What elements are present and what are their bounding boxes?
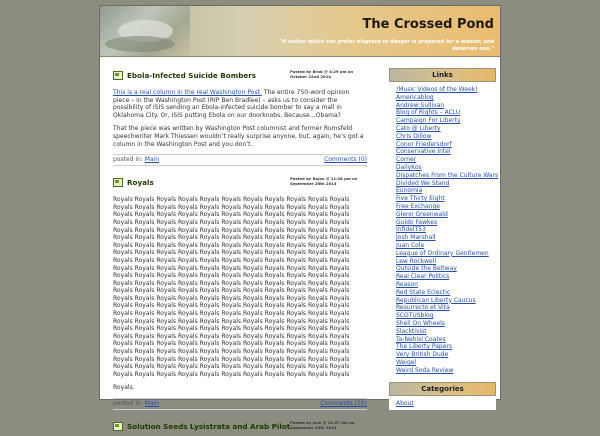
sidebar-link[interactable]: Guido Fawkes — [396, 218, 438, 226]
sidebar-link[interactable]: Five Thirty Eight — [396, 195, 445, 203]
post-link[interactable]: This is a real column in the real Washington Post. — [113, 89, 262, 96]
post-paragraph: Royals. — [113, 384, 135, 392]
post-meta — [290, 420, 372, 430]
sidebar-link[interactable]: Reason — [396, 280, 418, 288]
post-author-time: Posted by Rojas @ 11:28 pm on — [290, 176, 358, 182]
posted-in-label: posted in: — [113, 156, 145, 164]
post-date: October 22nd 2014 — [290, 74, 331, 79]
sidebar-link[interactable]: Outside the Beltway — [396, 265, 457, 273]
sidebar-link[interactable]: Dispatches From the Culture Wars — [396, 171, 499, 179]
post-title[interactable]: Solution Seeds Lysistrata and Arab Pilot — [127, 422, 291, 431]
sidebar-link[interactable]: Real Clear Politics — [396, 273, 450, 281]
categories-widget — [389, 382, 496, 410]
sidebar-link[interactable]: Eunomia — [396, 187, 423, 195]
post-paragraph: The entire 750-word opinion piece – in the Washington Post (RIP Ben Bradlee) – asks us to consider the possibility of ISIS sending an Ebola-infected suicide bomber to say a mall in Oklahoma City. Or, ISIS putting Ebola on our doorknobs. Because…Obama? — [113, 89, 350, 119]
sidebar-link[interactable]: Andrew Sullivan — [396, 101, 445, 109]
categories-list — [389, 396, 496, 410]
links-list — [389, 82, 499, 376]
document-icon — [113, 71, 123, 80]
sidebar-link[interactable]: Glenn Greenwald — [396, 210, 448, 218]
main-content — [113, 68, 367, 431]
post-title[interactable]: Royals — [127, 178, 154, 188]
sidebar-link[interactable]: League of Ordinary Gentlemen — [396, 249, 489, 257]
sidebar-link[interactable]: Blog of Rights – ACLU — [396, 109, 461, 117]
category-link[interactable]: Main — [144, 400, 160, 407]
sidebar-link[interactable]: Divided We Stand — [396, 179, 450, 187]
post-author-time: Posted by Jack @ 11:57 pm on — [290, 420, 355, 425]
site-header — [100, 6, 500, 57]
categories-heading: Categories — [389, 382, 496, 396]
sidebar-link[interactable]: Red State Eclectic — [396, 288, 451, 296]
post-date: September 26th 2014 — [290, 181, 337, 187]
comments-link[interactable]: Comments (10) — [320, 400, 367, 407]
sidebar-link[interactable]: Lew Rockwell — [396, 257, 437, 265]
post-paragraph: That the piece was written by Washington Post columnist and former Rumsfeld speechwriter Mark Thiessen wouldn’t really surprise anyone, but, again, he’s got a column in the Washington Post and you don’t. — [113, 125, 364, 148]
post-body — [113, 196, 367, 392]
sidebar-link[interactable]: Ta-Nehisi Coates — [396, 335, 446, 343]
sidebar-link[interactable]: SCOTUSblog — [396, 312, 434, 320]
sidebar-link[interactable]: Conor Friedersdorf — [396, 140, 452, 148]
sidebar-link[interactable]: !Music Videos of the Week! — [396, 86, 478, 93]
site-tagline: "A nation which can prefer disgrace to danger is prepared for a master, and deserves one." — [279, 39, 494, 52]
links-heading: Links — [389, 68, 496, 82]
sidebar-link[interactable]: Republican Liberty Caucus — [396, 296, 476, 304]
sidebar-link[interactable]: Very British Dude — [396, 351, 449, 359]
post-author-time: Posted by Brad @ 4:29 pm on — [290, 69, 354, 74]
sidebar-link[interactable]: Americablog — [396, 93, 434, 101]
post-paragraph: Royals Royals Royals Royals Royals Royals Royals Royals Royals Royals Royals Royals Royals Royals Royals Royals Royals Royals Royals Royals Royals Royals Royals Royals Royals Royals Royals Royals Royals Royals Royals Royals Royals Royals Royals Royals Royals Royals Royals Royals Royals Royals Royals Royals Royals Royals Royals Royals Royals Royals Royals Royals Royals Royals Royals Royals Royals Royals Royals Royals Royals Royals Royals Royals Royals Royals Royals Royals Royals Royals Royals Royals Royals Royals Royals Royals Royals Royals Royals Royals Royals Royals Royals Royals Royals Royals Royals Royals Royals Royals Royals Royals Royals Royals Royals Royals Royals Royals Royals Royals Royals Royals Royals Royals Royals Royals Royals Royals Royals Royals Royals Royals Royals Royals Royals Royals Royals Royals Royals Royals Royals Royals Royals Royals Royals Royals Royals Royals Royals Royals Royals Royals Royals Royals Royals Royals Royals Royals Royals Royals Royals Royals Royals Royals Royals Royals Royals Royals Royals Royals Royals Royals Royals Royals Royals Royals Royals Royals Royals Royals Royals Royals Royals Royals Royals Royals Royals Royals Royals Royals Royals Royals Royals Royals Royals Royals Royals Royals Royals Royals Royals Royals Royals Royals Royals Royals Royals Royals Royals Royals Royals Royals Royals Royals Royals Royals Royals Royals Royals Royals Royals Royals Royals Royals Royals Royals Royals Royals Royals Royals Royals Royals Royals Royals Royals Royals Royals Royals Royals Royals Royals Royals Royals Royals Royals Royals Royals Royals Royals Royals Royals Royals Royals Royals Royals Royals Royals Royals Royals Royals Royals Royals Royals Royals Royals Royals Royals Royals Royals Royals Royals Royals Royals Royals Royals Royals Royals Royals Royals Royals Royals Royals Royals Royals — [113, 196, 350, 378]
post-header — [113, 175, 367, 192]
sidebar-link[interactable]: Corner — [396, 156, 417, 164]
comments-link[interactable]: Comments (0) — [324, 156, 367, 164]
post-header — [113, 68, 367, 85]
sidebar-link[interactable]: Free Exchange — [396, 202, 440, 210]
sidebar-link[interactable]: Cato @ Liberty — [396, 124, 441, 132]
sidebar-link[interactable]: The Liberty Papers — [396, 343, 452, 351]
sidebar-link[interactable]: Conservative Intel — [396, 148, 451, 156]
post-date: September 26th 2014 — [290, 425, 337, 430]
sidebar — [389, 68, 499, 408]
page-container — [99, 5, 501, 431]
sidebar-link[interactable]: Juan Cole — [396, 241, 425, 249]
post-header — [113, 419, 367, 436]
post — [113, 68, 367, 166]
category-link[interactable]: Main — [144, 156, 160, 164]
post-meta — [290, 176, 372, 186]
sidebar-link[interactable]: InfidelT53 — [396, 226, 426, 234]
sidebar-link[interactable]: Shell On Wheels — [396, 319, 445, 327]
sidebar-link[interactable]: Slacktivist — [396, 327, 427, 335]
posted-in-label: posted in: — [113, 400, 145, 407]
post-meta — [290, 69, 372, 79]
sidebar-link[interactable]: Josh Marshall — [396, 234, 436, 242]
post-title[interactable]: Ebola-Infected Suicide Bombers — [127, 71, 257, 80]
sidebar-link[interactable]: Resurrecto et Vita — [396, 304, 450, 312]
site-title[interactable]: The Crossed Pond — [362, 17, 494, 32]
document-icon — [113, 178, 123, 187]
sidebar-link[interactable]: Weird Soda Review — [396, 366, 454, 374]
post-footer — [113, 398, 367, 410]
sidebar-link[interactable]: DailyKos — [396, 163, 422, 171]
category-link[interactable]: About — [396, 400, 414, 408]
sidebar-link[interactable]: Chris Dillow — [396, 132, 432, 140]
document-icon — [113, 422, 123, 431]
sidebar-link[interactable]: Campaign For Liberty — [396, 117, 461, 125]
post-footer — [113, 154, 367, 166]
post — [113, 175, 367, 410]
links-widget — [389, 68, 499, 376]
post — [113, 419, 367, 436]
header-image — [100, 6, 190, 56]
sidebar-link[interactable]: Weigel — [396, 358, 417, 366]
post-body — [113, 89, 367, 148]
